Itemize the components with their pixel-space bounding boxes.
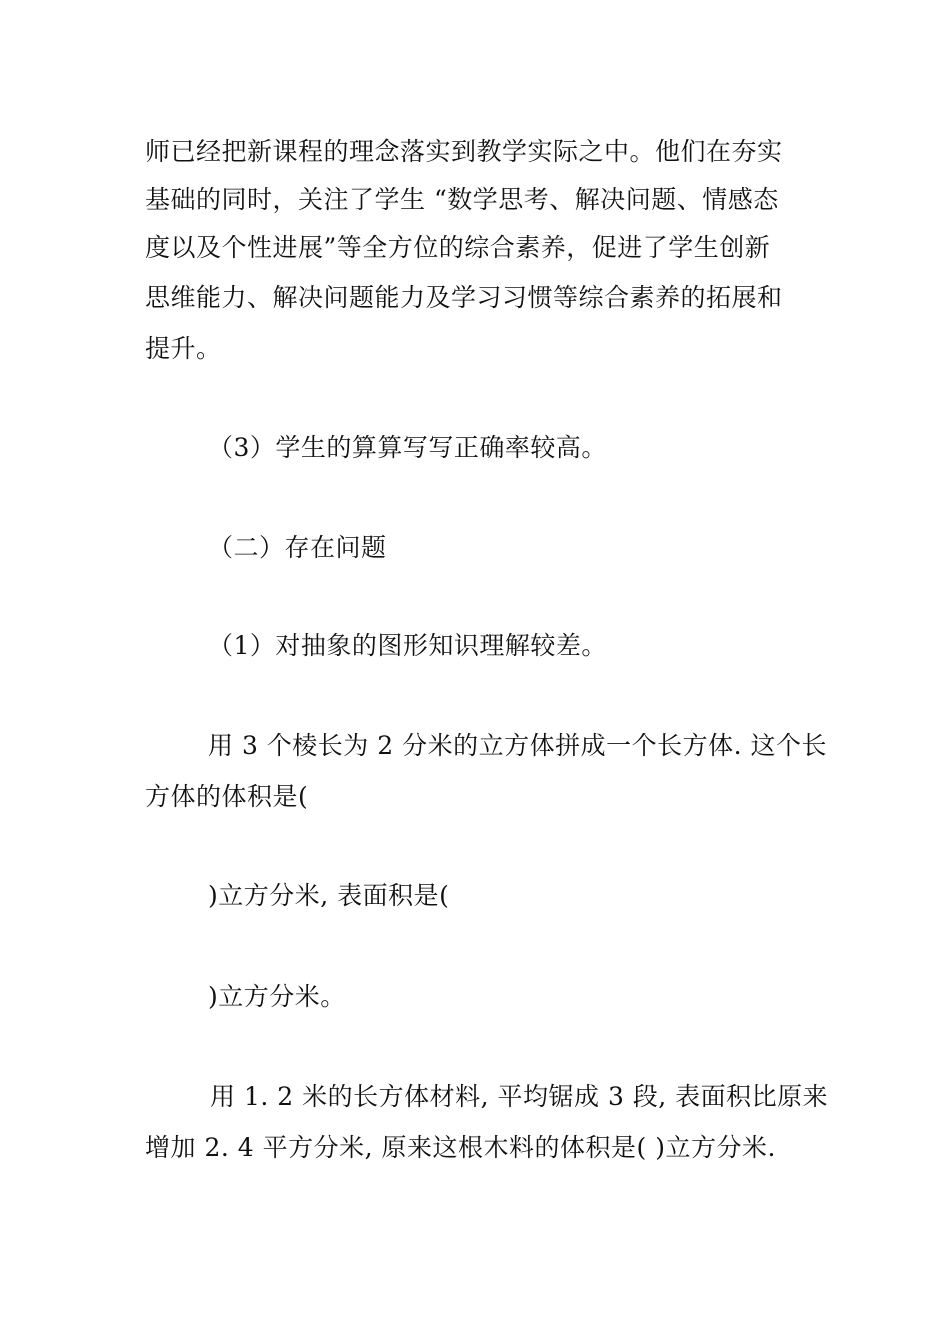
question-1-line-4: )立方分米。	[208, 982, 346, 1011]
paragraph-1-line-4: 思维能力、解决问题能力及学习习惯等综合素养的拓展和	[145, 283, 783, 312]
paragraph-1-line-1: 师已经把新课程的理念落实到教学实际之中。他们在夯实	[145, 137, 783, 166]
question-2-line-2: 增加 2. 4 平方分米, 原来这根木料的体积是( )立方分米.	[145, 1133, 776, 1162]
question-2-line-1: 用 1. 2 米的长方体材料, 平均锯成 3 段, 表面积比原来	[210, 1082, 829, 1111]
section-heading: （二）存在问题	[208, 533, 387, 562]
paragraph-2: （3）学生的算算写写正确率较高。	[208, 433, 607, 462]
question-1-line-2: 方体的体积是(	[145, 782, 309, 811]
paragraph-4: （1）对抽象的图形知识理解较差。	[208, 631, 607, 660]
question-1-line-1: 用 3 个棱长为 2 分米的立方体拼成一个长方体. 这个长	[208, 731, 827, 760]
paragraph-1-line-3: 度以及个性进展”等全方位的综合素养，促进了学生创新	[145, 233, 771, 262]
paragraph-1-line-5: 提升。	[145, 334, 222, 363]
paragraph-1-line-2: 基础的同时，关注了学生 “数学思考、解决问题、情感态	[145, 185, 779, 214]
question-1-line-3: )立方分米, 表面积是(	[208, 881, 450, 910]
